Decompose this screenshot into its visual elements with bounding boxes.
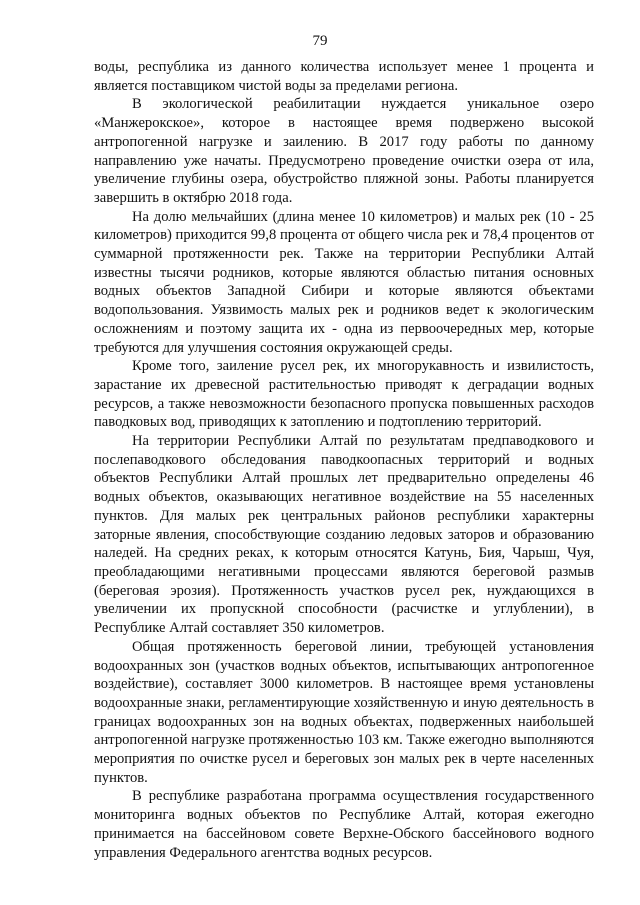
document-body bbox=[94, 58, 594, 862]
paragraph-flood-survey: На территории Республики Алтай по результатам предпаводкового и послепаводкового обследования паводкоопасных территорий и водных объектов Республики Алтай прошлых лет предварительно определены 46 водных объектов, оказывающих негативное воздействие на 55 населенных пунктов. Для малых рек центральных районов республики характерны заторные явления, способствующие созданию ледовых заторов и образованию наледей. На средних реках, к которым относятся Катунь, Бия, Чарыш, Чуя, преобладающими негативными процессами являются береговой размыв (береговая эрозия). Протяженность участков русел рек, нуждающихся в увеличении их пропускной способности (расчистке и углублении), в Республике Алтай составляет 350 километров. bbox=[94, 433, 594, 637]
paragraph-continuation: воды, республика из данного количества использует менее 1 процента и является поставщиком чистой воды за пределами региона. bbox=[94, 59, 594, 94]
paragraph-lake-manzherok: В экологической реабилитации нуждается уникальное озеро «Манжерокское», которое в настоящее время подвержено высокой антропогенной нагрузке и заилению. В 2017 году работы по данному направлению уже начаты. Предусмотрено проведение очистки озера от ила, увеличение глубины озера, обустройство пляжной зоны. Работы планируется завершить в октябрю 2018 года. bbox=[94, 96, 594, 206]
paragraph-shoreline: Общая протяженность береговой линии, требующей установления водоохранных зон (участков водных объектов, испытывающих антропогенное воздействие), составляет 3000 километров. В настоящее время установлены водоохранные знаки, регламентирующие хозяйственную и иную деятельность в границах водоохранных зон на водных объектах, подверженных наибольшей антропогенной нагрузке протяженностью 103 км. Также ежегодно выполняются мероприятия по очистке русел и береговых зон малых рек в черте населенных пунктов. bbox=[94, 638, 594, 786]
paragraph-small-rivers: На долю мельчайших (длина менее 10 километров) и малых рек (10 - 25 километров) приходится 99,8 процента от общего числа рек и 78,4 процентов от суммарной протяженности рек. Также на территории Республики Алтай известны тысячи родников, которые являются областью питания основных водных объектов Западной Сибири и которые являются объектами водопользования. Уязвимость малых рек и родников ведет к экологическим осложнениям и поэтому защита их - одна из первоочередных мер, которые требуются для улучшения состояния окружающей среды. bbox=[94, 208, 594, 356]
page-number: 79 bbox=[312, 33, 328, 49]
paragraph-monitoring-program: В республике разработана программа осуществления государственного мониторинга водных объектов по Республике Алтай, которая ежегодно принимается на бассейновом совете Верхне-Обского бассейнового водного управления Федерального агентства водных ресурсов. bbox=[94, 788, 594, 861]
paragraph-siltation: Кроме того, заиление русел рек, их многорукавность и извилистость, зарастание их древесной растительностью приводят к деградации водных ресурсов, а также невозможности безопасного пропуска повышенных расходов паводковых вод, приводящих к затоплению и подтоплению территорий. bbox=[94, 358, 594, 431]
